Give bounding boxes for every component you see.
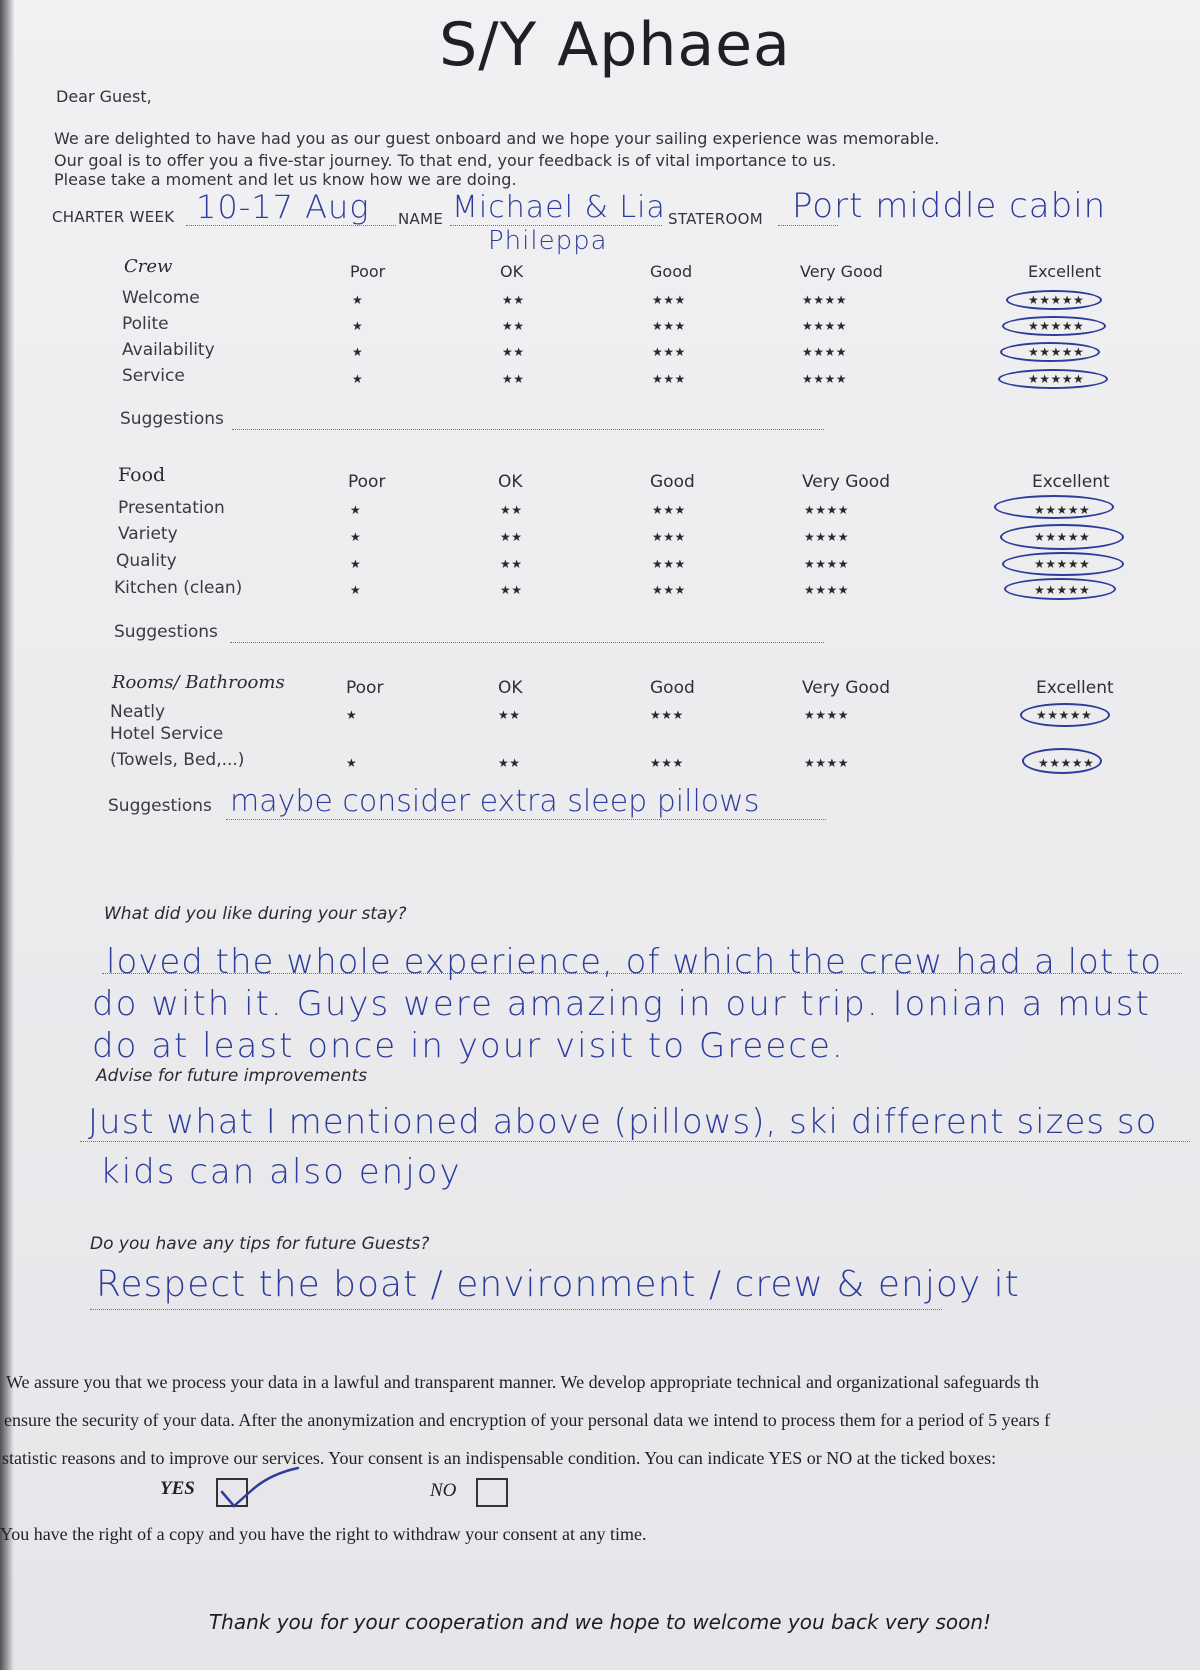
food-header-good: Good <box>650 472 695 492</box>
crew-welcome-3star[interactable]: ★★★ <box>652 293 686 307</box>
crew-availability-selection-circle <box>1000 342 1100 362</box>
food-variety-5star[interactable]: ★★★★★ <box>1034 530 1091 544</box>
consent-text-line-2: ensure the security of your data. After the anonymization and encryption of your personal data we intend to process them for a period of 5 years f <box>4 1410 1051 1430</box>
crew-polite-selection-circle <box>1002 316 1106 336</box>
crew-availability-3star[interactable]: ★★★ <box>652 345 686 359</box>
rooms-header-ok: OK <box>498 678 523 698</box>
liked-answer-line-1[interactable]: loved the whole experience, of which the crew had a lot to <box>106 942 1163 982</box>
rooms-section-title: Rooms/ Bathrooms <box>112 672 285 693</box>
crew-availability-2star[interactable]: ★★ <box>502 345 525 359</box>
stateroom-value[interactable]: Port middle cabin <box>792 186 1107 226</box>
rooms-row-hotel-service-label: Hotel Service <box>110 724 224 744</box>
food-row-kitchen-label: Kitchen (clean) <box>114 578 243 598</box>
crew-header-poor: Poor <box>350 262 386 281</box>
intro-line-2: Our goal is to offer you a five-star journey. To that end, your feedback is of vital importance to us. <box>54 151 837 170</box>
crew-polite-2star[interactable]: ★★ <box>502 319 525 333</box>
food-header-excellent: Excellent <box>1032 472 1110 492</box>
food-quality-4star[interactable]: ★★★★ <box>804 557 850 571</box>
crew-service-5star[interactable]: ★★★★★ <box>1028 372 1085 386</box>
food-quality-5star[interactable]: ★★★★★ <box>1034 557 1091 571</box>
rooms-neatly-5star[interactable]: ★★★★★ <box>1036 708 1093 722</box>
crew-section-title: Crew <box>124 256 173 277</box>
page-title: S/Y Aphaea <box>439 10 791 80</box>
crew-header-excellent: Excellent <box>1028 262 1102 281</box>
food-kitchen-2star[interactable]: ★★ <box>500 583 523 597</box>
greeting: Dear Guest, <box>56 87 152 106</box>
name-value[interactable]: Michael & Lia <box>452 190 666 225</box>
food-presentation-selection-circle <box>994 495 1114 519</box>
food-quality-selection-circle <box>1002 552 1124 576</box>
food-variety-4star[interactable]: ★★★★ <box>804 530 850 544</box>
crew-header-ok: OK <box>500 262 524 281</box>
food-presentation-3star[interactable]: ★★★ <box>652 503 686 517</box>
food-presentation-1star[interactable]: ★ <box>350 503 362 517</box>
tips-question-label: Do you have any tips for future Guests? <box>90 1234 430 1254</box>
crew-service-1star[interactable]: ★ <box>352 372 364 386</box>
rooms-suggestions-label: Suggestions <box>108 796 212 816</box>
crew-service-4star[interactable]: ★★★★ <box>802 372 848 386</box>
crew-row-service-label: Service <box>122 366 185 386</box>
rooms-neatly-1star[interactable]: ★ <box>346 708 358 722</box>
rooms-neatly-2star[interactable]: ★★ <box>498 708 521 722</box>
food-variety-2star[interactable]: ★★ <box>500 530 523 544</box>
checkmark-icon <box>214 1462 304 1512</box>
food-header-poor: Poor <box>348 472 386 492</box>
crew-polite-4star[interactable]: ★★★★ <box>802 319 848 333</box>
crew-availability-1star[interactable]: ★ <box>352 345 364 359</box>
consent-yes-label: YES <box>160 1478 195 1499</box>
rooms-suggestions-value[interactable]: maybe consider extra sleep pillows <box>230 784 760 819</box>
advise-question-label: Advise for future improvements <box>96 1066 368 1086</box>
crew-service-selection-circle <box>998 369 1108 389</box>
food-kitchen-3star[interactable]: ★★★ <box>652 583 686 597</box>
rooms-header-good: Good <box>650 678 695 698</box>
name-label: NAME <box>398 210 444 228</box>
stateroom-label: STATEROOM <box>668 210 763 228</box>
advise-answer-line-1[interactable]: Just what I mentioned above (pillows), ski different sizes so <box>88 1102 1158 1142</box>
consent-text-line-3: statistic reasons and to improve our services. Your consent is an indispensable condition. You can indicate YES or NO at the ticked boxes: <box>2 1448 997 1468</box>
crew-suggestions-label: Suggestions <box>120 409 224 429</box>
food-kitchen-selection-circle <box>1004 578 1116 600</box>
crew-row-polite-label: Polite <box>122 314 169 334</box>
consent-no-label: NO <box>430 1480 457 1501</box>
rooms-hotel-1star[interactable]: ★ <box>346 756 358 770</box>
food-suggestions-label: Suggestions <box>114 622 218 642</box>
liked-answer-line-3[interactable]: do at least once in your visit to Greece. <box>92 1026 845 1066</box>
food-quality-3star[interactable]: ★★★ <box>652 557 686 571</box>
consent-text-line-1: We assure you that we process your data in a lawful and transparent manner. We develop appropriate technical and organizational safeguards th <box>6 1372 1040 1392</box>
rooms-hotel-4star[interactable]: ★★★★ <box>804 756 850 770</box>
closing-message: Thank you for your cooperation and we hope to welcome you back very soon! <box>208 1610 992 1634</box>
liked-answer-line-2[interactable]: do with it. Guys were amazing in our trip. Ionian a must <box>92 984 1151 1024</box>
rooms-neatly-4star[interactable]: ★★★★ <box>804 708 850 722</box>
crew-polite-3star[interactable]: ★★★ <box>652 319 686 333</box>
food-header-very-good: Very Good <box>802 472 890 492</box>
food-presentation-4star[interactable]: ★★★★ <box>804 503 850 517</box>
rooms-row-neatly-label: Neatly <box>110 702 166 722</box>
food-section-title: Food <box>118 464 166 486</box>
crew-header-very-good: Very Good <box>800 262 883 281</box>
crew-welcome-1star[interactable]: ★ <box>352 293 364 307</box>
crew-welcome-4star[interactable]: ★★★★ <box>802 293 848 307</box>
food-row-quality-label: Quality <box>116 551 177 571</box>
food-presentation-5star[interactable]: ★★★★★ <box>1034 503 1091 517</box>
advise-answer-line-2[interactable]: kids can also enjoy <box>100 1152 462 1192</box>
rooms-hotel-5star[interactable]: ★★★★★ <box>1038 756 1095 770</box>
food-variety-1star[interactable]: ★ <box>350 530 362 544</box>
rooms-neatly-3star[interactable]: ★★★ <box>650 708 684 722</box>
food-variety-3star[interactable]: ★★★ <box>652 530 686 544</box>
crew-polite-5star[interactable]: ★★★★★ <box>1028 319 1085 333</box>
food-header-ok: OK <box>498 472 523 492</box>
crew-polite-1star[interactable]: ★ <box>352 319 364 333</box>
food-kitchen-1star[interactable]: ★ <box>350 583 362 597</box>
crew-suggestions-field[interactable] <box>232 428 824 430</box>
crew-welcome-5star[interactable]: ★★★★★ <box>1028 293 1085 307</box>
food-quality-2star[interactable]: ★★ <box>500 557 523 571</box>
food-row-variety-label: Variety <box>118 524 178 544</box>
rooms-row-hotel-service-sublabel: (Towels, Bed,...) <box>110 750 245 770</box>
food-kitchen-4star[interactable]: ★★★★ <box>804 583 850 597</box>
rooms-hotel-2star[interactable]: ★★ <box>498 756 521 770</box>
charter-week-value[interactable]: 10-17 Aug <box>196 188 370 226</box>
rooms-neatly-selection-circle <box>1020 703 1110 727</box>
crew-availability-5star[interactable]: ★★★★★ <box>1028 345 1085 359</box>
crew-row-welcome-label: Welcome <box>122 288 200 308</box>
food-quality-1star[interactable]: ★ <box>350 557 362 571</box>
crew-row-availability-label: Availability <box>122 340 215 360</box>
rooms-header-poor: Poor <box>346 678 384 698</box>
rooms-hotel-3star[interactable]: ★★★ <box>650 756 684 770</box>
name-value-line-2[interactable]: Phileppa <box>488 226 608 256</box>
rooms-header-excellent: Excellent <box>1036 678 1114 698</box>
crew-availability-4star[interactable]: ★★★★ <box>802 345 848 359</box>
tips-answer-line-1[interactable]: Respect the boat / environment / crew & enjoy it <box>96 1264 1020 1305</box>
food-kitchen-5star[interactable]: ★★★★★ <box>1034 583 1091 597</box>
intro-line-3: Please take a moment and let us know how we are doing. <box>54 170 517 189</box>
food-variety-selection-circle <box>1000 524 1124 550</box>
charter-week-label: CHARTER WEEK <box>52 208 175 226</box>
crew-welcome-selection-circle <box>1006 290 1102 310</box>
food-row-presentation-label: Presentation <box>118 498 225 518</box>
liked-question-label: What did you like during your stay? <box>104 904 407 924</box>
food-presentation-2star[interactable]: ★★ <box>500 503 523 517</box>
crew-header-good: Good <box>650 262 693 281</box>
rooms-hotel-selection-circle <box>1022 748 1102 774</box>
food-suggestions-field[interactable] <box>230 641 824 643</box>
intro-line-1: We are delighted to have had you as our guest onboard and we hope your sailing experience was memorable. <box>54 129 940 148</box>
rooms-header-very-good: Very Good <box>802 678 890 698</box>
crew-service-2star[interactable]: ★★ <box>502 372 525 386</box>
crew-welcome-2star[interactable]: ★★ <box>502 293 525 307</box>
consent-no-checkbox[interactable] <box>476 1478 508 1507</box>
tips-dotline <box>90 1308 942 1310</box>
crew-service-3star[interactable]: ★★★ <box>652 372 686 386</box>
consent-rights-text: You have the right of a copy and you have the right to withdraw your consent at any time. <box>0 1524 647 1544</box>
